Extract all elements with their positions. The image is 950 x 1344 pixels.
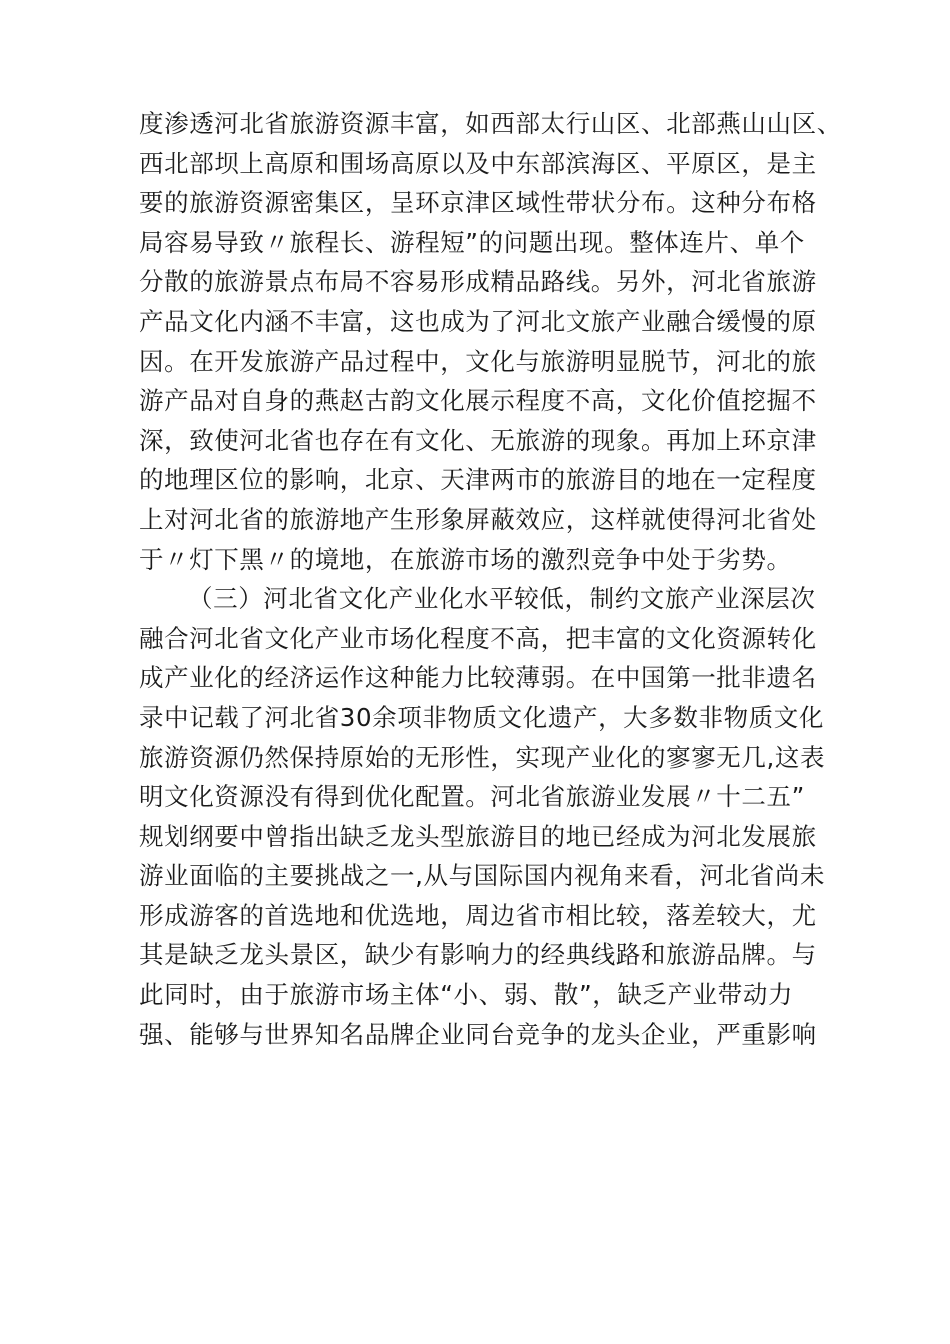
text-line: 于〃灯下黑〃的境地，在旅游市场的激烈竞争中处于劣势。 — [139, 544, 792, 574]
text-line: 游产品对自身的燕赵古韵文化展示程度不高，文化价值挖掘不 — [139, 386, 817, 416]
text-line: 因。在开发旅游产品过程中，文化与旅游明显脱节，河北的旅 — [139, 346, 817, 376]
text-line: 成产业化的经济运作这种能力比较薄弱。在中国第一批非遗名 — [139, 663, 817, 693]
section-heading-line: （三）河北省文化产业化水平较低，制约文旅产业深层次 — [188, 584, 816, 614]
text-line: 上对河北省的旅游地产生形象屏蔽效应，这样就使得河北省处 — [139, 504, 817, 534]
text-line: 录中记载了河北省30余项非物质文化遗产，大多数非物质文化 — [139, 702, 824, 732]
text-line: 融合河北省文化产业市场化程度不高，把丰富的文化资源转化 — [139, 623, 817, 653]
text-line: 旅游资源仍然保持原始的无形性，实现产业化的寥寥无几,这表 — [139, 742, 826, 772]
body-text — [139, 104, 842, 1054]
text-line: 规划纲要中曾指出缺乏龙头型旅游目的地已经成为河北发展旅 — [139, 821, 817, 851]
text-line: 产品文化内涵不丰富，这也成为了河北文旅产业融合缓慢的原 — [139, 306, 817, 336]
text-line: 分散的旅游景点布局不容易形成精品路线。另外，河北省旅游 — [139, 267, 817, 297]
text-line: 强、能够与世界知名品牌企业同台竞争的龙头企业，严重影响 — [139, 1019, 817, 1049]
text-line: 度渗透河北省旅游资源丰富，如西部太行山区、北部燕山山区、 — [139, 109, 842, 138]
text-line: 西北部坝上高原和围场高原以及中东部滨海区、平原区，是主 — [139, 148, 817, 178]
text-line: 明文化资源没有得到优化配置。河北省旅游业发展〃十二五” — [139, 782, 805, 812]
text-line: 深，致使河北省也存在有文化、无旅游的现象。再加上环京津 — [139, 425, 817, 455]
text-line: 此同时，由于旅游市场主体“小、弱、散”，缺乏产业带动力 — [139, 980, 794, 1010]
text-line: 其是缺乏龙头景区，缺少有影响力的经典线路和旅游品牌。与 — [139, 940, 817, 970]
text-line: 游业面临的主要挑战之一,从与国际国内视角来看，河北省尚未 — [139, 861, 826, 891]
text-line: 要的旅游资源密集区，呈环京津区域性带状分布。这种分布格 — [139, 188, 817, 218]
text-line: 的地理区位的影响，北京、天津两市的旅游目的地在一定程度 — [139, 465, 817, 495]
text-line: 局容易导致〃旅程长、游程短”的问题出现。整体连片、单个 — [139, 227, 805, 257]
text-line: 形成游客的首选地和优选地，周边省市相比较，落差较大，尤 — [139, 900, 817, 930]
